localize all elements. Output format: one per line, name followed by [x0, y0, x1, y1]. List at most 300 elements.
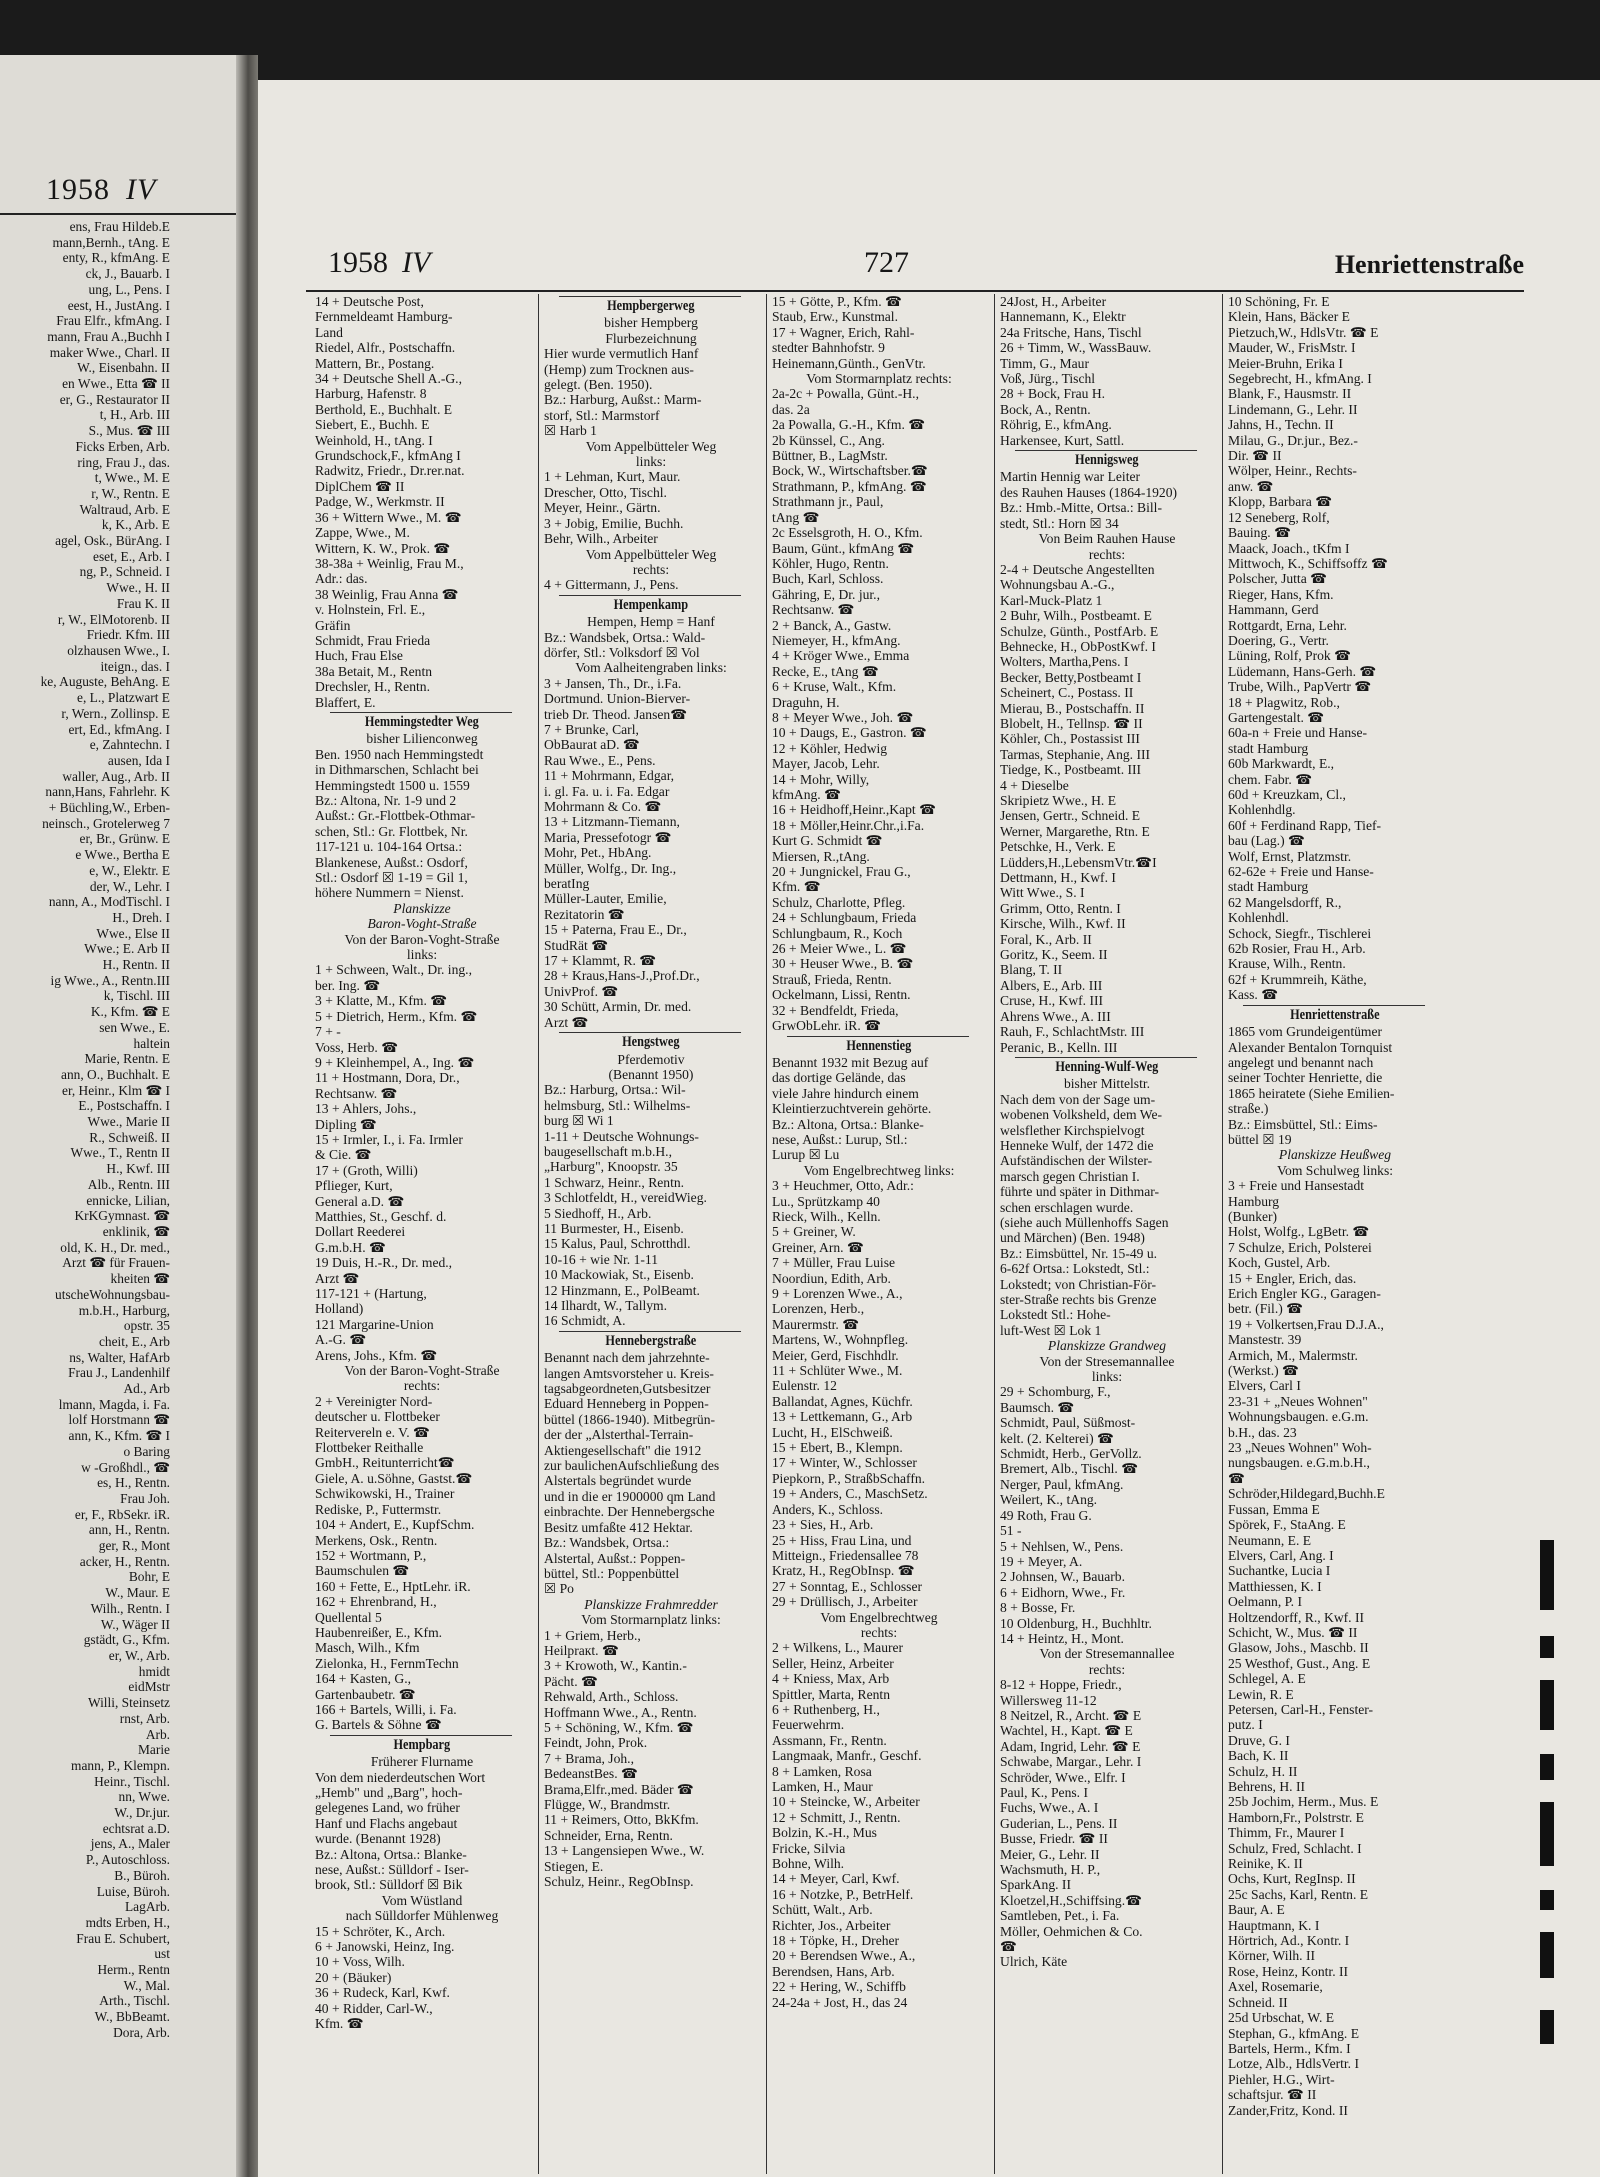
directory-entry: 62b Rosier, Frau H., Arb. — [1228, 941, 1366, 957]
directory-entry: anw. ☎ — [1228, 478, 1274, 494]
directory-entry: Bz.: Wandsbek, Ortsa.: Wald- — [544, 629, 706, 645]
directory-entry: 10-16 + wie Nr. 1-11 — [544, 1251, 659, 1267]
directory-entry: Krause, Wilh., Rentn. — [1228, 956, 1346, 972]
directory-entry: baugesellschaft m.b.H., — [544, 1143, 672, 1159]
left-page-entry: H., Dreh. I — [112, 909, 170, 925]
directory-entry: Schlegel, A. E — [1228, 1671, 1306, 1687]
directory-entry: Wachtel, H., Kapt. ☎ E — [1000, 1723, 1133, 1739]
directory-entry: 14 + Heintz, H., Mont. — [1000, 1630, 1124, 1646]
section-note: (Benannt 1950) — [608, 1066, 694, 1082]
street-heading: Hennebergstraße — [559, 1331, 741, 1350]
directory-entry: Hamborn,Fr., Polstrstr. E — [1228, 1809, 1364, 1825]
directory-entry: Kratz, H., RegObInsp. ☎ — [772, 1563, 915, 1579]
directory-entry: 12 Seneberg, Rolf, — [1228, 509, 1330, 525]
directory-entry: Besitz umfaßte 412 Hektar. — [544, 1519, 693, 1535]
directory-entry: G.m.b.H. ☎ — [315, 1239, 386, 1255]
left-page-entry: Arb. — [145, 1726, 170, 1742]
planskizze-note: Baron-Voght-Straße — [367, 916, 477, 932]
edge-mark — [1540, 1754, 1554, 1780]
directory-entry: SparkAng. II — [1000, 1877, 1071, 1893]
left-page-entry: nann, A., ModTischl. I — [48, 894, 170, 910]
directory-entry: Schneider, Erna, Rentn. — [544, 1827, 673, 1843]
directory-entry: Zappe, Wwe., M. — [315, 525, 410, 541]
directory-entry: 17 + Klammt, R. ☎ — [544, 953, 657, 969]
left-page-entry: nann,Hans, Fahrlehr. K — [45, 784, 170, 800]
left-page-entry: Arth., Tischl. — [99, 1993, 170, 2009]
directory-entry: Radwitz, Friedr., Dr.rer.nat. — [315, 463, 465, 479]
left-page-entry: jens, A., Maler — [90, 1836, 170, 1852]
left-page-entry: Marie, Rentn. E — [84, 1051, 170, 1067]
directory-entry: Kfm. ☎ — [315, 2016, 364, 2032]
directory-entry: helmsburg, Stl.: Wilhelms- — [544, 1097, 691, 1113]
directory-entry: 18 + Möller,Heinr.Chr.,i.Fa. — [772, 817, 925, 833]
directory-entry: 13 + Langensiepen Wwe., W. — [544, 1843, 705, 1859]
section-note: bisher Mittelstr. — [1063, 1076, 1151, 1092]
running-title: Henriettenstraße — [1334, 250, 1524, 279]
street-heading: Hennenstieg — [787, 1036, 969, 1055]
directory-entry: Masch, Wilh., Kfm — [315, 1640, 420, 1656]
left-page-entry: ann, H., Rentn. — [88, 1522, 170, 1538]
left-page-entry: Luise, Büroh. — [96, 1883, 170, 1899]
directory-entry: 15 + Irmler, I., i. Fa. Irmler — [315, 1131, 463, 1147]
left-page-entry: er, F., RbSekr. iR. — [74, 1506, 170, 1522]
directory-entry: Becker, Betty,Postbeamt I — [1000, 669, 1142, 685]
directory-entry: 5 Siedhoff, H., Arb. — [544, 1205, 652, 1221]
directory-entry: 25c Sachs, Karl, Rentn. E — [1228, 1886, 1369, 1902]
directory-entry: Pächt. ☎ — [544, 1673, 598, 1689]
directory-entry: seiner Tochter Henriette, die — [1228, 1070, 1383, 1086]
directory-entry: 19 + Anders, C., MaschSetz. — [772, 1486, 928, 1502]
left-page-entry: eset, E., Arb. I — [93, 548, 170, 564]
directory-entry: langen Amtsvorsteher u. Kreis- — [544, 1365, 714, 1381]
directory-entry: 3 + Jansen, Th., Dr., i.Fa. — [544, 675, 682, 691]
left-page-entry: er, W., Arb. — [108, 1647, 170, 1663]
section-note: Flurbezeichnung — [605, 330, 697, 346]
directory-entry: 7 + - — [315, 1024, 341, 1040]
directory-entry: kelt. (2. Kelterei) ☎ — [1000, 1430, 1114, 1446]
directory-entry: 2 + Banck, A., Gastw. — [772, 617, 892, 633]
directory-entry: Ochs, Kurt, RegInsp. II — [1228, 1871, 1356, 1887]
directory-entry: Maurermstr. ☎ — [772, 1316, 860, 1332]
directory-entry: Baumschulen ☎ — [315, 1563, 410, 1579]
left-page-entry: waller, Aug., Arb. II — [62, 768, 170, 784]
directory-entry: 15 + Paterna, Frau E., Dr., — [544, 922, 687, 938]
directory-entry: 25 Westhof, Gust., Ang. E — [1228, 1655, 1371, 1671]
left-page-rule — [0, 213, 236, 215]
directory-entry: Alexander Bentalon Tornquist — [1228, 1039, 1393, 1055]
directory-entry: 4 + Dieselbe — [1000, 777, 1069, 793]
directory-entry: 1865 heiratete (Siehe Emilien- — [1228, 1085, 1395, 1101]
directory-entry: 12 Hinzmann, E., PolBeamt. — [544, 1282, 700, 1298]
directory-entry: Glasow, Johs., Maschb. II — [1228, 1640, 1369, 1656]
directory-entry: 8 + Bosse, Fr. — [1000, 1600, 1076, 1616]
directory-columns — [310, 294, 1532, 2174]
directory-entry: Gähring, E, Dr. jur., — [772, 586, 880, 602]
directory-entry: Flottbeker Reithalle — [315, 1440, 424, 1456]
directory-entry: ☒ Harb 1 — [544, 423, 597, 439]
directory-entry: Behrens, H. II — [1228, 1779, 1306, 1794]
left-page-entry: ust — [154, 1946, 170, 1962]
directory-entry: Timm, G., Maur — [1000, 355, 1090, 371]
directory-entry: Nach dem von der Sage um- — [1000, 1091, 1156, 1107]
directory-entry: 23-31 + „Neues Wohnen" — [1228, 1393, 1368, 1409]
directory-entry: Behnecke, H., ObPostKwf. I — [1000, 638, 1156, 654]
directory-entry: Flügge, W., Brandmstr. — [544, 1797, 671, 1812]
directory-entry: Koch, Gustel, Arb. — [1228, 1255, 1331, 1271]
left-page-entry: H., Kwf. III — [106, 1161, 170, 1177]
directory-entry: Spörek, F., StaAng. E — [1228, 1517, 1346, 1533]
directory-entry: 18 + Plagwitz, Rob., — [1228, 694, 1340, 710]
directory-entry: 7 Schulze, Erich, Polsterei — [1228, 1239, 1372, 1255]
left-page-entry: ausen, Ida I — [107, 752, 170, 768]
directory-entry: Alstertals begründet wurde — [544, 1473, 692, 1489]
directory-entry: Ahrens Wwe., A. III — [1000, 1008, 1111, 1024]
directory-entry: Drechsler, H., Rentn. — [315, 679, 430, 695]
left-page-entry: e, Zahntechn. I — [89, 737, 170, 753]
directory-entry: 17 + Winter, W., Schlosser — [772, 1455, 917, 1471]
left-page-entry: acker, H., Rentn. — [79, 1553, 170, 1569]
directory-entry: (Hemp) zum Trocknen aus- — [544, 361, 694, 377]
directory-entry: ☒ Po — [544, 1581, 574, 1597]
directory-entry: Fricke, Silvia — [772, 1840, 846, 1856]
directory-entry: Buch, Karl, Schloss. — [772, 571, 884, 587]
directory-entry: 1 + Lehman, Kurt, Maur. — [544, 469, 681, 485]
directory-entry: Guderian, L., Pens. II — [1000, 1815, 1118, 1831]
directory-entry: b.H., das. 23 — [1228, 1424, 1297, 1440]
directory-entry: 1865 vom Grundeigentümer — [1228, 1024, 1383, 1040]
left-page-entry: r, W., Rentn. E — [91, 485, 170, 501]
left-page-entry: neinsch., Grotelerweg 7 — [42, 815, 170, 831]
street-heading: Hennigsweg — [1015, 450, 1197, 469]
directory-entry: Paul, K., Pens. I — [1000, 1785, 1088, 1800]
directory-entry: Schwabe, Margar., Lehr. I — [1000, 1754, 1142, 1770]
directory-entry: Scheinert, C., Postass. II — [1000, 685, 1134, 701]
directory-entry: Arens, Johs., Kfm. ☎ — [315, 1347, 438, 1363]
left-page-entry: Frau J., Landenhilf — [68, 1365, 170, 1381]
directory-entry: Bz.: Harburg, Ortsa.: Wil- — [544, 1082, 686, 1098]
left-page-entry: Bohr, E — [128, 1569, 170, 1585]
left-page-entry: olzhausen Wwe., I. — [67, 642, 170, 658]
directory-entry: Dipling ☎ — [315, 1116, 377, 1132]
directory-entry: Quellental 5 — [315, 1609, 382, 1625]
directory-entry: 152 + Wortmann, P., — [315, 1547, 427, 1563]
directory-entry: Schulze, Günth., PostfArb. E — [1000, 623, 1159, 639]
left-page-entry: Wilh., Rentn. I — [90, 1600, 170, 1616]
directory-entry: 4 + Kröger Wwe., Emma — [772, 648, 910, 664]
directory-entry: 4 + Gittermann, J., Pens. — [544, 577, 679, 593]
directory-entry: wurde. (Benannt 1928) — [315, 1831, 441, 1847]
directory-entry: 29 + Schomburg, F., — [1000, 1384, 1111, 1400]
left-page-entry: LagArb. — [125, 1899, 170, 1915]
directory-entry: GrwObLehr. iR. ☎ — [772, 1018, 882, 1034]
directory-entry: nese, Außst.: Lurup, Stl.: — [772, 1131, 908, 1147]
directory-entry: 3 + Jobig, Emilie, Buchh. — [544, 515, 684, 531]
directory-entry: Schulz, Heinr., RegObInsp. — [544, 1874, 694, 1890]
street-heading: Henriettenstraße — [1243, 1005, 1425, 1024]
directory-entry: führte und später in Dithmar- — [1000, 1184, 1160, 1200]
directory-entry: 11 + Hostmann, Dora, Dr., — [315, 1070, 460, 1086]
directory-entry: Bock, W., Wirtschaftsber.☎ — [772, 463, 928, 479]
directory-entry: Schulz, Fred, Schlacht. I — [1228, 1840, 1362, 1856]
directory-entry: Benannt nach dem jahrzehnte- — [544, 1350, 710, 1366]
directory-entry: 24a Fritsche, Hans, Tischl — [1000, 324, 1142, 340]
directory-entry: 14 Ilhardt, W., Tallym. — [544, 1298, 668, 1313]
directory-entry: Schwikowski, H., Trainer — [315, 1486, 455, 1502]
left-page-column — [0, 219, 170, 2041]
directory-entry: Klopp, Barbara ☎ — [1228, 494, 1333, 510]
directory-entry: Lüdemann, Hans-Gerh. ☎ — [1228, 663, 1377, 679]
directory-entry: Mohr, Pet., HbAng. — [544, 845, 652, 861]
directory-entry: Harburg, Hafenstr. 8 — [315, 386, 427, 402]
directory-entry: nungsbaugen. e.G.m.b.H., — [1228, 1455, 1370, 1471]
directory-entry: Rechtsanw. ☎ — [315, 1085, 398, 1101]
directory-entry: tAng ☎ — [772, 509, 820, 525]
left-page-entry: R., Schweiß. II — [89, 1129, 170, 1145]
directory-entry: Axel, Rosemarie, — [1228, 1979, 1323, 1995]
directory-entry: Rose, Heinz, Kontr. II — [1228, 1963, 1349, 1979]
directory-entry: 15 + Engler, Erich, das. — [1228, 1270, 1357, 1286]
directory-entry: Lüdders,H.,LebensmVtr.☎I — [1000, 854, 1157, 870]
directory-entry: Matthies, St., Geschf. d. — [315, 1208, 447, 1224]
directory-entry: UnivProf. ☎ — [544, 983, 619, 999]
directory-entry: Mitteign., Friedensallee 78 — [772, 1547, 919, 1563]
left-page-entry: W., Dr.jur. — [114, 1805, 170, 1821]
directory-entry: 15 + Schröter, K., Arch. — [315, 1923, 446, 1939]
directory-entry: 5 + Dietrich, Herm., Kfm. ☎ — [315, 1008, 478, 1024]
left-page-entry: eidMstr — [128, 1679, 170, 1695]
directory-entry: Siebert, E., Buchh. E — [315, 417, 430, 433]
directory-entry: 12 + Schmitt, J., Rentn. — [772, 1809, 901, 1825]
section-note: Von der Stresemannallee — [1039, 1353, 1175, 1369]
directory-entry: Piepkorn, P., StraßbSchaffn. — [772, 1470, 926, 1486]
left-page-entry: W., Wäger II — [100, 1616, 170, 1632]
left-page-entry: mann, P., Klempn. — [71, 1757, 170, 1773]
left-page-entry: hmidt — [138, 1663, 170, 1679]
directory-entry: 8 + Lamken, Rosa — [772, 1763, 872, 1779]
left-page-entry: iteign., das. I — [100, 658, 170, 674]
directory-entry: Hauptmann, K. I — [1228, 1917, 1320, 1933]
directory-entry: 162 + Ehrenbrand, H., — [315, 1594, 437, 1610]
left-page-entry: en Wwe., Etta ☎ II — [62, 376, 170, 392]
directory-entry: Voß, Jürg., Tischl — [1000, 371, 1096, 387]
directory-entry: Maack, Joach., tKfm I — [1228, 540, 1350, 556]
directory-entry: 4 + Kniess, Max, Arb — [772, 1671, 890, 1687]
directory-entry: 26 + Timm, W., WassBauw. — [1000, 340, 1152, 356]
directory-entry: Zielonka, H., FernmTechn — [315, 1655, 459, 1671]
directory-entry: chem. Fabr. ☎ — [1228, 771, 1313, 787]
edge-mark — [1540, 1636, 1554, 1658]
directory-entry: 8-12 + Hoppe, Friedr., — [1000, 1677, 1122, 1693]
directory-entry: Müller, Wolfg., Dr. Ing., — [544, 860, 677, 876]
directory-entry: büttel ☒ 19 — [1228, 1131, 1292, 1147]
directory-entry: Tarmas, Stephanie, Ang. III — [1000, 746, 1151, 762]
left-page-entry: mann,Bernh., tAng. E — [52, 234, 170, 250]
directory-entry: Bz.: Wandsbek, Ortsa.: — [544, 1535, 670, 1551]
directory-entry: tagsabgeordneten,Gutsbesitzer — [544, 1381, 711, 1397]
left-page-entry: Wwe.; E. Arb II — [84, 941, 170, 957]
left-page-entry: mdts Erben, H., — [85, 1914, 170, 1930]
directory-entry: gelegenes Land, wo früher — [315, 1800, 460, 1816]
directory-entry: Eulenstr. 12 — [772, 1378, 837, 1394]
left-page-entry: maker Wwe., Charl. II — [49, 344, 170, 360]
left-page-entry: Arzt ☎ für Frauen- — [62, 1255, 170, 1271]
directory-entry: 36 + Rudeck, Karl, Kwf. — [315, 1985, 450, 2001]
directory-entry: Lüning, Rolf, Prok ☎ — [1228, 648, 1352, 664]
directory-entry: Von dem niederdeutschen Wort — [315, 1769, 486, 1785]
directory-entry: Bz.: Eimsbüttel, Nr. 15-49 u. — [1000, 1245, 1158, 1261]
directory-entry: Maria, Pressefotogr ☎ — [544, 829, 672, 845]
left-page-entry: ennicke, Lilian, — [86, 1192, 170, 1208]
directory-entry: 3 + Freie und Hansestadt — [1228, 1178, 1365, 1194]
planskizze-note: Planskizze Grandweg — [1047, 1338, 1167, 1354]
directory-entry: Rau Wwe., E., Pens. — [544, 752, 656, 768]
left-page-entry: Frau K. II — [116, 595, 170, 611]
directory-entry: 104 + Andert, E., KupfSchm. — [315, 1517, 475, 1533]
street-heading: Hempbarg — [330, 1735, 512, 1754]
directory-entry: 19 + Volkertsen,Frau D.J.A., — [1228, 1316, 1384, 1332]
directory-entry: Greiner, Arn. ☎ — [772, 1239, 864, 1255]
directory-entry: Peranic, B., Kelln. III — [1000, 1039, 1118, 1055]
directory-entry: Schock, Siegfr., Tischlerei — [1228, 925, 1372, 941]
directory-entry: Martin Hennig war Leiter — [1000, 469, 1141, 485]
left-page-entry: er, Br., Grünw. E — [79, 831, 170, 847]
directory-entry: ster-Straße rechts bis Grenze — [1000, 1292, 1157, 1307]
directory-entry: 13 + Lettkemann, G., Arb — [772, 1409, 913, 1425]
directory-entry: 166 + Bartels, Willi, i. Fa. — [315, 1701, 457, 1717]
directory-entry: 32 + Bendfeldt, Frieda, — [772, 1002, 899, 1018]
directory-entry: Möller, Oehmichen & Co. — [1000, 1923, 1143, 1939]
directory-entry: Mayer, Jacob, Lehr. — [772, 756, 880, 772]
directory-entry: Feuerwehrm. — [772, 1717, 845, 1733]
directory-entry: Schmidt, Herb., GerVollz. — [1000, 1446, 1142, 1462]
directory-entry: Lokstedt Stl.: Hohe- — [1000, 1307, 1111, 1323]
directory-entry: Pietzuch,W., HdlsVtr. ☎ E — [1228, 324, 1379, 340]
directory-entry: Jahns, H., Techn. II — [1228, 417, 1334, 433]
left-page-entry: ann, O., Buchhalt. E — [61, 1066, 170, 1082]
directory-entry: Weilert, K., tAng. — [1000, 1492, 1098, 1508]
directory-entry: 28 + Bock, Frau H. — [1000, 386, 1106, 402]
directory-entry: 49 Roth, Frau G. — [1000, 1507, 1092, 1523]
directory-entry: 3 Schlotfeldt, H., vereidWieg. — [544, 1190, 707, 1206]
directory-entry: Merkens, Osk., Rentn. — [315, 1532, 438, 1548]
directory-entry: 25b Jochim, Herm., Mus. E — [1228, 1794, 1379, 1810]
header-rule — [306, 290, 1524, 292]
directory-entry: Doering, G., Vertr. — [1228, 632, 1329, 648]
left-page-entry: Friedr. Kfm. III — [86, 627, 170, 643]
directory-entry: Strathmann jr., Paul, — [772, 494, 884, 510]
directory-entry: Meyer, Heinr., Gärtn. — [544, 500, 661, 516]
left-page-entry: ung, L., Pens. I — [88, 281, 170, 297]
directory-entry: Schmidt, Paul, Süßmost- — [1000, 1415, 1136, 1431]
directory-entry: 20 + (Bäuker) — [315, 1969, 392, 1985]
directory-entry: StudRät ☎ — [544, 937, 609, 953]
directory-entry: GmbH., Reitunterricht☎ — [315, 1455, 455, 1471]
left-page-entry: e Wwe., Bertha E — [75, 847, 170, 863]
directory-entry: Oelmann, P. I — [1228, 1594, 1303, 1610]
directory-entry: Druve, G. I — [1228, 1732, 1290, 1748]
page-number: 727 — [864, 246, 909, 279]
directory-entry: „Hemb" und „Barg", hoch- — [315, 1785, 463, 1800]
directory-entry: Milau, G., Dr.jur., Bez.- — [1228, 432, 1358, 448]
directory-column-4 — [994, 294, 1217, 2174]
directory-entry: 2 Buhr, Wilh., Postbeamt. E — [1000, 608, 1152, 624]
directory-entry: Rechtsanw. ☎ — [772, 602, 855, 618]
directory-entry: 11 + Mohrmann, Edgar, — [544, 768, 675, 784]
directory-entry: Behr, Wilh., Arbeiter — [544, 531, 658, 547]
directory-entry: Baumsch. ☎ — [1000, 1399, 1075, 1415]
directory-entry: und Märchen) (Ben. 1948) — [1000, 1230, 1145, 1246]
directory-entry: Armich, M., Malermstr. — [1228, 1347, 1358, 1363]
directory-entry: Rehwald, Arth., Schloss. — [544, 1689, 679, 1705]
directory-entry: 30 Schütt, Armin, Dr. med. — [544, 999, 692, 1015]
directory-entry: Skripietz Wwe., H. E — [1000, 793, 1117, 808]
directory-entry: Kohlenhdlg. — [1228, 802, 1296, 818]
directory-entry: Harkensee, Kurt, Sattl. — [1000, 432, 1125, 448]
left-page-entry: Dora, Arb. — [113, 2024, 170, 2040]
left-page-entry: Alb., Rentn. III — [87, 1176, 170, 1192]
directory-entry: 10 Mackowiak, St., Eisenb. — [544, 1267, 694, 1283]
directory-column-2 — [538, 294, 761, 2174]
directory-entry: Gartenbaubetr. ☎ — [315, 1686, 416, 1702]
directory-entry: Petschke, H., Verk. E — [1000, 839, 1116, 855]
directory-entry: 22 + Hering, W., Schiffb — [772, 1979, 906, 1995]
directory-entry: 28 + Kraus,Hans-J.,Prof.Dr., — [544, 968, 700, 984]
section-note: Vom Engelbrechtweg — [820, 1609, 938, 1625]
section-note: Von Beim Rauhen Hause — [1038, 531, 1176, 547]
directory-entry: Erich Engler KG., Garagen- — [1228, 1286, 1381, 1301]
directory-entry: einbrachte. Der Hennebergsche — [544, 1504, 715, 1520]
directory-entry: 38a Betait, M., Rentn — [315, 663, 433, 679]
directory-entry: Rieger, Hans, Kfm. — [1228, 586, 1334, 602]
directory-entry: wobenen Volksheld, dem We- — [1000, 1107, 1163, 1123]
directory-entry: 15 Kalus, Paul, Schrotthdl. — [544, 1236, 691, 1252]
directory-entry: Tiedge, K., Postbeamt. III — [1000, 762, 1142, 778]
directory-entry: Albers, E., Arb. III — [1000, 977, 1103, 993]
directory-entry: 16 Schmidt, A. — [544, 1313, 626, 1329]
directory-entry: 1 + Griem, Herb., — [544, 1627, 641, 1643]
directory-entry: Schröder,Hildegard,Buchh.E — [1228, 1486, 1385, 1502]
section-note: Vom Engelbrechtweg links: — [803, 1162, 955, 1178]
directory-entry: 19 Duis, H.-R., Dr. med., — [315, 1255, 453, 1271]
directory-entry: beratIng — [544, 876, 590, 892]
directory-entry: 10 + Steincke, W., Arbeiter — [772, 1794, 920, 1810]
directory-entry: 1-11 + Deutsche Wohnungs- — [544, 1128, 699, 1144]
directory-entry: Draguhn, H. — [772, 694, 840, 710]
directory-entry: Schütt, Walt., Arb. — [772, 1902, 873, 1918]
section-note: Hempen, Hemp = Hanf — [587, 614, 715, 630]
directory-entry: 34 + Deutsche Shell A.-G., — [315, 371, 462, 387]
edge-index-marks — [1540, 1540, 1556, 2100]
section-note: bisher Lilienconweg — [366, 731, 478, 747]
directory-entry: 6 + Eidhorn, Wwe., Fr. — [1000, 1584, 1126, 1600]
directory-entry: 38 Weinlig, Frau Anna ☎ — [315, 586, 459, 602]
directory-entry: Petersen, Carl-H., Fenster- — [1228, 1701, 1374, 1717]
directory-entry: Lu., Sprützkamp 40 — [772, 1193, 880, 1209]
directory-entry: Grundschock,F., kfmAng I — [315, 448, 461, 464]
directory-entry: 19 + Meyer, A. — [1000, 1553, 1083, 1569]
directory-entry: 2 Johnsen, W., Bauarb. — [1000, 1569, 1125, 1585]
directory-entry: Huch, Frau Else — [315, 648, 403, 664]
directory-entry: Rauh, F., SchlachtMstr. III — [1000, 1024, 1145, 1040]
directory-entry: 26 + Meier Wwe., L. ☎ — [772, 941, 907, 957]
directory-entry: Mierau, B., Postschaffn. II — [1000, 700, 1145, 716]
directory-entry: Adam, Ingrid, Lehr. ☎ E — [1000, 1738, 1141, 1754]
directory-entry: 27 + Sonntag, E., Schlosser — [772, 1578, 923, 1594]
directory-entry: stedt, Stl.: Horn ☒ 34 — [1000, 515, 1119, 531]
section-note: Vom Aalheitengraben links: — [575, 660, 727, 676]
directory-entry: Blang, T. II — [1000, 962, 1063, 978]
left-page-entry: Ad., Arb — [123, 1381, 170, 1397]
